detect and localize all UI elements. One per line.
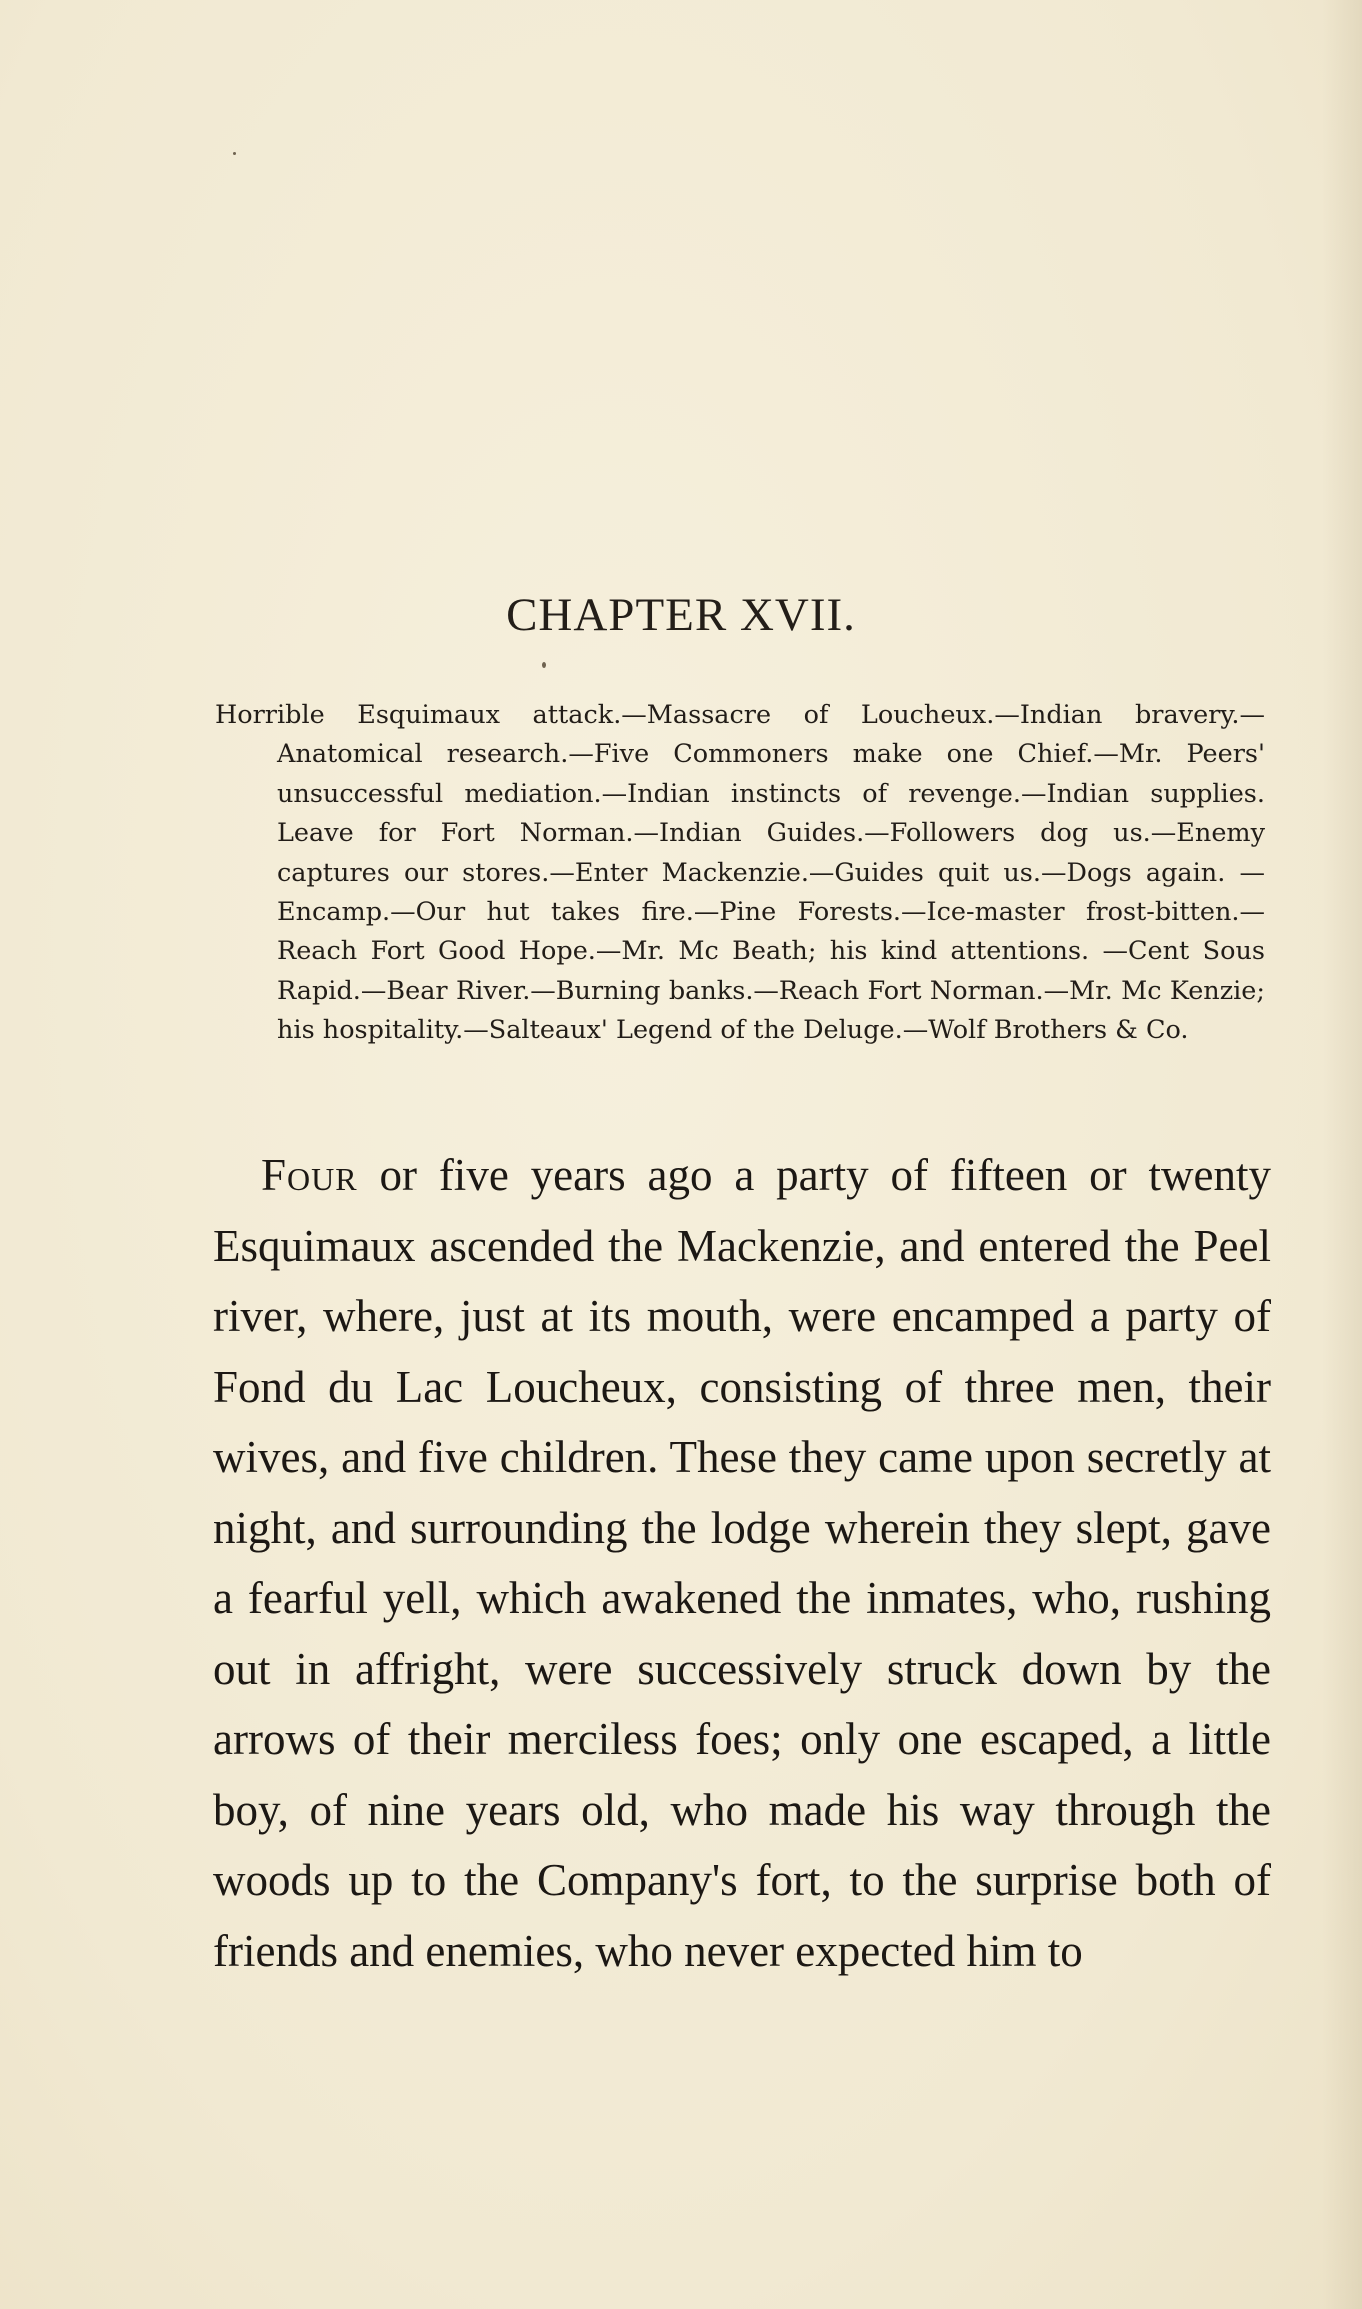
paper-speck <box>233 152 236 155</box>
body-paragraph-text: or five years ago a party of fifteen or twenty Esquimaux ascended the Mackenzie, and entered the Peel river, where, just at its mouth, were encamped a party of Fond du Lac Loucheux, consisting of three men, their wives, and five children. These they came upon secretly at night, and surrounding the lodge wherein they slept, gave a fearful yell, which awakened the inmates, who, rushing out in affright, were successively struck down by the arrows of their merciless foes; only one escaped, a little boy, of nine years old, who made his way through the woods up to the Company's fort, to the surprise both of friends and enemies, who never expected him to <box>213 1150 1271 1976</box>
paper-speck <box>542 662 546 668</box>
body-paragraph <box>213 1140 1271 1986</box>
chapter-heading: CHAPTER XVII. <box>506 589 856 641</box>
chapter-synopsis: Horrible Esquimaux attack.—Massacre of Loucheux.—Indian bravery.— Anatomical research.—Five Commoners make one Chief.—Mr. Peers' unsuccessful mediation.—Indian instincts of revenge.—Indian supplies. Leave for Fort Norman.—Indian Guides.—Followers dog us.—Enemy captures our stores.—Enter Mackenzie.—Guides quit us.—Dogs again. —Encamp.—Our hut takes fire.—Pine Forests.—Ice-master frost-bitten.—Reach Fort Good Hope.—Mr. Mc Beath; his kind attentions. —Cent Sous Rapid.—Bear River.—Burning banks.—Reach Fort Norman.—Mr. Mc Kenzie; his hospitality.—Salteaux' Legend of the Deluge.—Wolf Brothers & Co. <box>215 700 1265 1046</box>
page-edge-shadow <box>1322 0 1362 2309</box>
lead-word: Four <box>261 1150 358 1200</box>
